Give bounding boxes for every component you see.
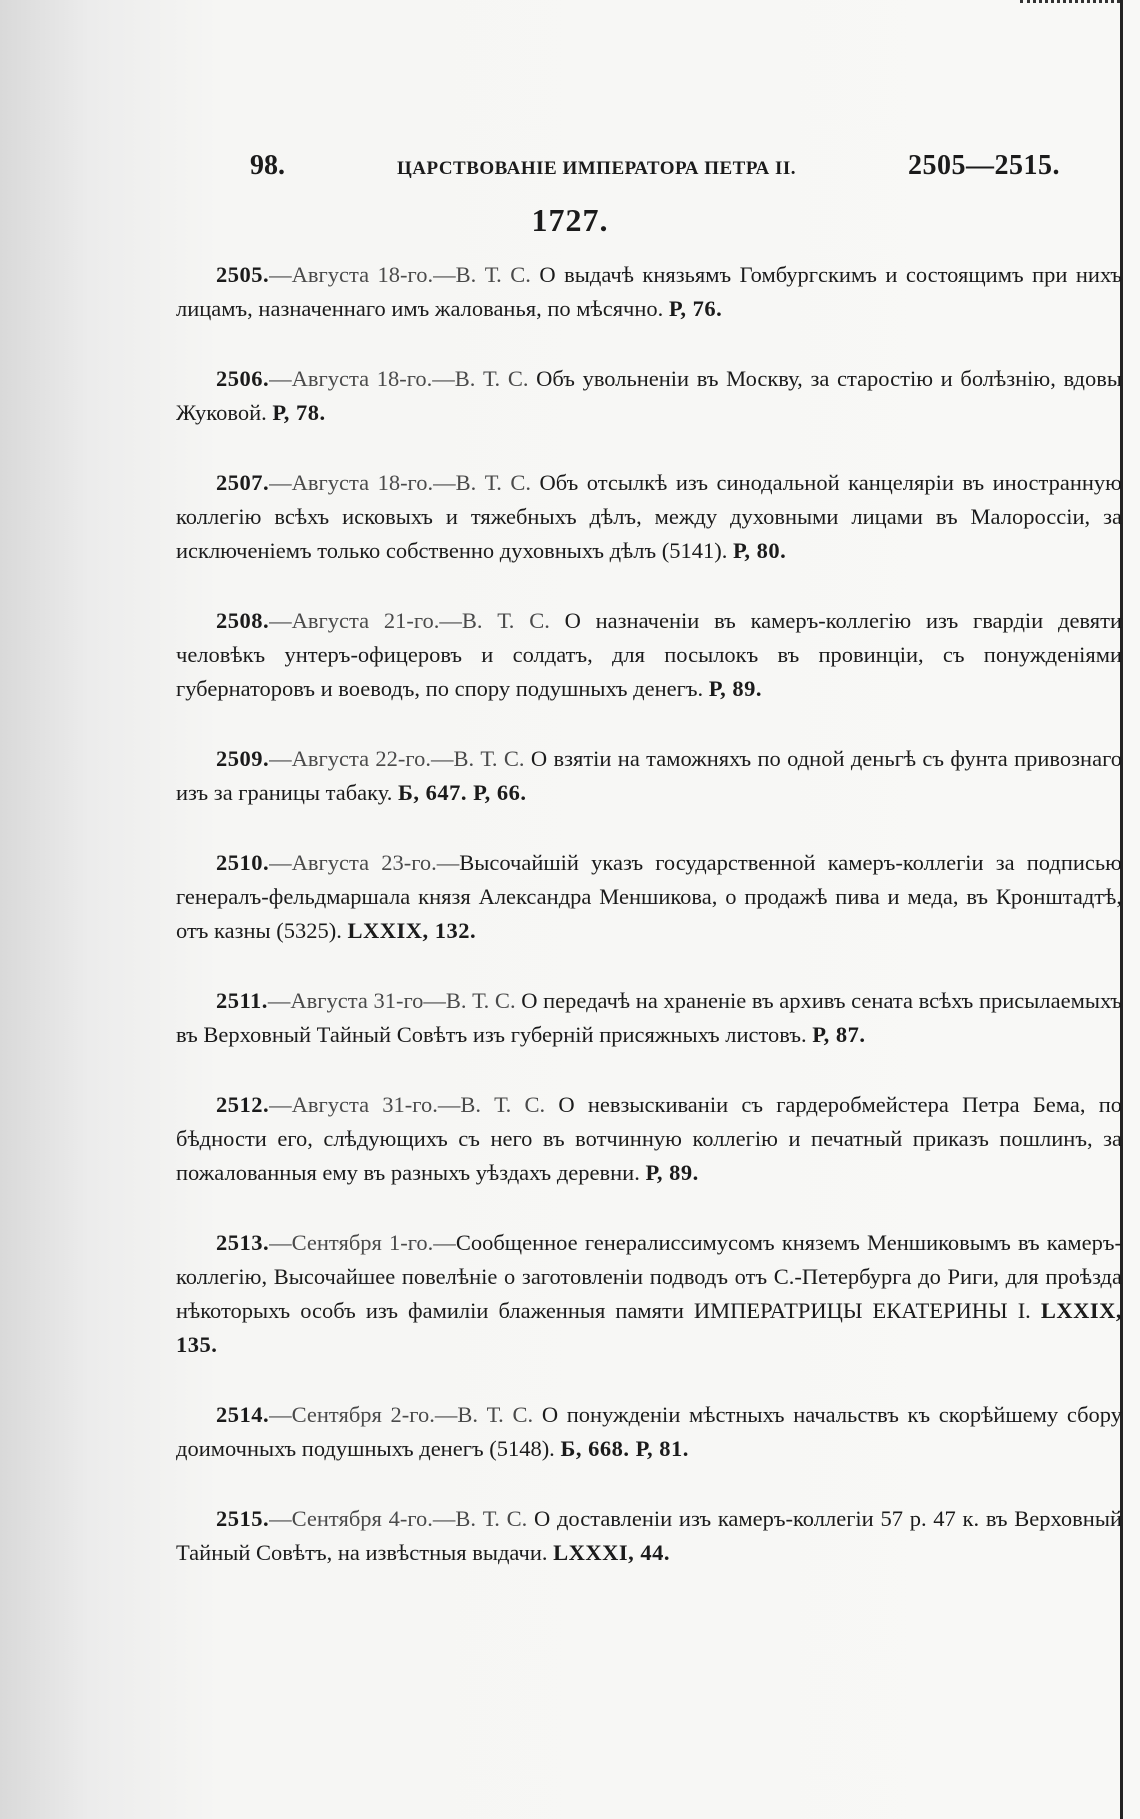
entry-date: —Августа 21-го.—В. Т. С. (269, 608, 565, 633)
entry-number: 2513. (216, 1230, 270, 1255)
entry-date: —Сентября 2-го.—В. Т. С. (269, 1402, 542, 1427)
entry-date: —Августа 18-го.—В. Т. С. (269, 366, 537, 391)
entry-text: Сообщенное генералиссимусомъ княземъ Меншиковымъ въ камеръ-коллегію, Высочайшее повелѣніе о заготовленіи подводъ отъ С.-Петербурга до Риги, для проѣзда нѣкоторыхъ особъ изъ фамиліи блаженныя памяти ИМПЕРАТРИЦЫ ЕКАТЕРИНЫ I. (176, 1230, 1122, 1323)
entry-2507 (176, 466, 1122, 568)
entry-number: 2506. (216, 366, 270, 391)
entry-range: 2505—2515. (908, 150, 1060, 181)
entry-source: Р, 87. (812, 1022, 866, 1047)
entry-date: —Августа 31-го.—В. Т. С. (269, 1092, 559, 1117)
entry-date: —Августа 18-го.—В. Т. С. (269, 262, 540, 287)
entry-source: Р, 89. (708, 676, 763, 701)
entry-date: —Сентября 4-го.—В. Т. С. (269, 1506, 534, 1531)
entry-2510 (176, 846, 1122, 948)
entry-2505 (176, 258, 1122, 326)
entry-text: О выдачѣ князьямъ Гомбургскимъ и состоящимъ при нихъ лицамъ, назначеннаго имъ жалованья, по мѣсячно. (176, 262, 1122, 321)
year-heading: 1727. (531, 202, 609, 238)
entry-date: —Августа 31-го—В. Т. С. (267, 988, 522, 1013)
entry-source: LXXIX, 132. (347, 918, 477, 943)
entry-2511 (176, 984, 1122, 1052)
entry-2513 (176, 1226, 1122, 1362)
entry-2512 (176, 1088, 1122, 1190)
entry-text: О назначеніи въ камеръ-коллегію изъ гвардіи девяти человѣкъ унтеръ-офицеровъ и солдатъ, для посылокъ въ провинціи, съ понужденіями губернаторовъ и воеводъ, по спору подушныхъ денегъ. (176, 608, 1122, 701)
entry-text: О взятіи на таможняхъ по одной деньгѣ съ фунта привознаго изъ за границы табаку. (176, 746, 1122, 805)
entry-source: Р, 89. (645, 1160, 699, 1185)
scan-edge-dots (1020, 0, 1120, 17)
entry-2515 (176, 1502, 1122, 1570)
entry-text: О передачѣ на храненіе въ архивъ сената всѣхъ присылаемыхъ въ Верховный Тайный Совѣтъ изъ губерній присяжныхъ листовъ. (176, 988, 1122, 1047)
entry-date: —Августа 22-го.—В. Т. С. (269, 746, 531, 771)
entry-date: —Сентября 1-го.— (269, 1230, 456, 1255)
entries-list (176, 258, 1122, 1606)
entry-source: LXXXI, 44. (553, 1540, 670, 1565)
entry-2508 (176, 604, 1122, 706)
entry-2514 (176, 1398, 1122, 1466)
entry-date: —Августа 23-го.— (269, 850, 460, 875)
entry-number: 2508. (216, 608, 270, 633)
entry-2509 (176, 742, 1122, 810)
entry-text: Высочайшій указъ государственной камеръ-коллегіи за подписью генералъ-фельдмаршала князя Александра Меншикова, о продажѣ пива и меда, въ Кронштадтѣ, отъ казны (5325). (176, 850, 1122, 943)
entry-number: 2512. (216, 1092, 270, 1117)
running-title: ЦАРСТВОВАНІЕ ИМПЕРАТОРА ПЕТРА II. (396, 158, 797, 179)
entry-source: Р, 78. (272, 400, 326, 425)
entry-number: 2514. (216, 1402, 270, 1427)
entry-text: О доставленіи изъ камеръ-коллегіи 57 р. 47 к. въ Верховный Тайный Совѣтъ, на извѣстныя выдачи. (176, 1506, 1122, 1565)
page-number: 98. (250, 150, 285, 181)
running-header (250, 150, 1060, 190)
entry-source: Б, 647. Р, 66. (398, 780, 527, 805)
entry-text: О понужденіи мѣстныхъ начальствъ къ скорѣйшему сбору доимочныхъ подушныхъ денегъ (5148). (176, 1402, 1122, 1461)
entry-number: 2511. (216, 988, 268, 1013)
entry-text: Объ увольненіи въ Москву, за старостію и болѣзнію, вдовы Жуковой. (176, 366, 1122, 425)
entry-number: 2505. (216, 262, 270, 287)
entry-source: Р, 80. (732, 538, 787, 563)
entry-text: Объ отсылкѣ изъ синодальной канцеляріи въ иностранную коллегію всѣхъ исковыхъ и тяжебныхъ дѣлъ, между духовными лицами въ Малороссіи, за исключеніемъ только собственно духовныхъ дѣлъ (5141). (176, 470, 1122, 563)
entry-text: О невзыскиваніи съ гардеробмейстера Петра Бема, по бѣдности его, слѣдующихъ съ него въ вотчинную коллегію и печатный приказъ пошлинъ, за пожалованныя ему въ разныхъ уѣздахъ деревни. (176, 1092, 1122, 1185)
entry-number: 2507. (216, 470, 270, 495)
entry-number: 2515. (216, 1506, 270, 1531)
entry-number: 2509. (216, 746, 270, 771)
entry-source: Р, 76. (668, 296, 723, 321)
entry-number: 2510. (216, 850, 270, 875)
entry-2506 (176, 362, 1122, 430)
entry-date: —Августа 18-го.—В. Т. С. (269, 470, 540, 495)
entry-source: LXXIX, 135. (176, 1298, 1122, 1357)
entry-source: Б, 668. Р, 81. (560, 1436, 689, 1461)
